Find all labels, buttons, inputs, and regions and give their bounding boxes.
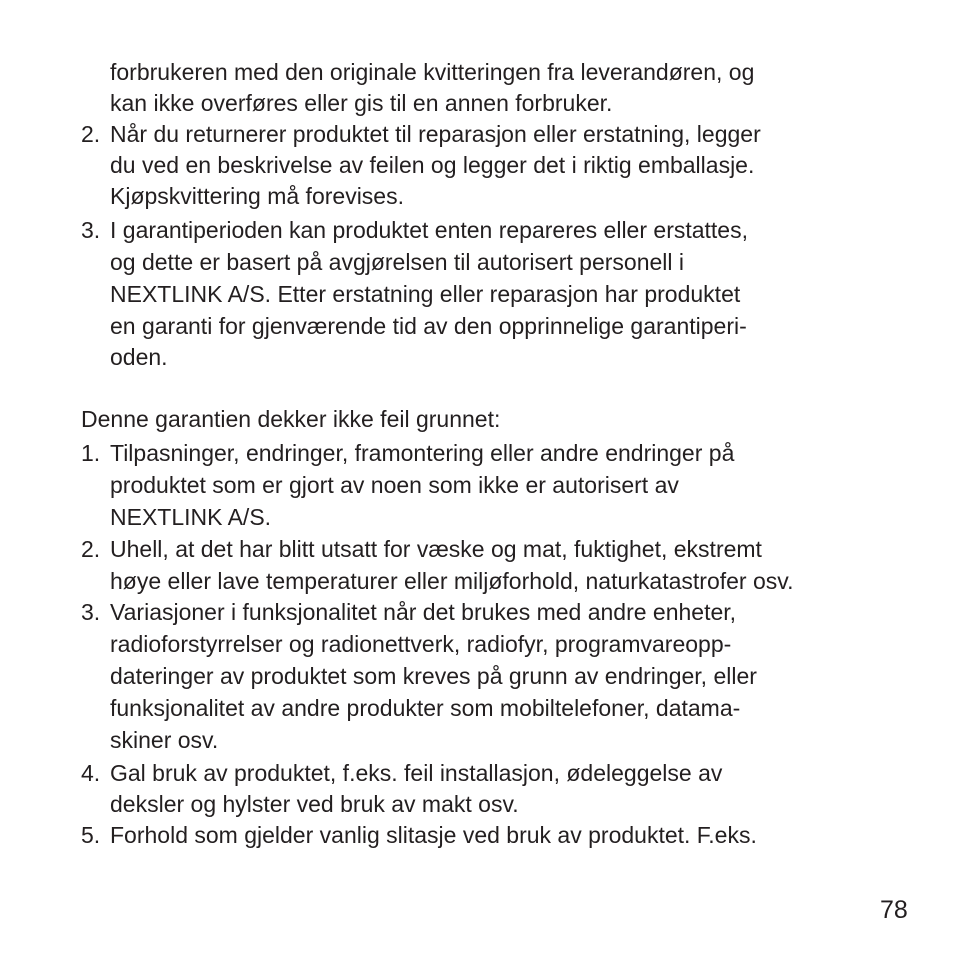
text-line: du ved en beskrivelse av feilen og legger det i riktig emballasje. bbox=[110, 152, 755, 178]
text-line: forbrukeren med den originale kvitteringen fra leverandøren, og bbox=[110, 59, 755, 85]
text-line: høye eller lave temperaturer eller miljøforhold, naturkatastrofer osv. bbox=[110, 568, 794, 594]
text-line: radioforstyrrelser og radionettverk, radiofyr, programvareopp- bbox=[110, 631, 732, 657]
list-item-number: 2. bbox=[81, 121, 101, 147]
text-line: skiner osv. bbox=[110, 727, 219, 753]
text-line: NEXTLINK A/S. Etter erstatning eller reparasjon har produktet bbox=[110, 281, 741, 307]
text-line: og dette er basert på avgjørelsen til autorisert personell i bbox=[110, 249, 685, 275]
text-line: Kjøpskvittering må forevises. bbox=[110, 183, 404, 209]
text-line: NEXTLINK A/S. bbox=[110, 504, 272, 530]
exclusions-heading: Denne garantien dekker ikke feil grunnet: bbox=[81, 406, 501, 432]
text-line: Gal bruk av produktet, f.eks. feil installasjon, ødeleggelse av bbox=[110, 760, 723, 786]
text-line: en garanti for gjenværende tid av den opprinnelige garantiperi- bbox=[110, 313, 747, 339]
text-line: Tilpasninger, endringer, framontering eller andre endringer på bbox=[110, 440, 735, 466]
text-line: oden. bbox=[110, 344, 168, 370]
text-line: funksjonalitet av andre produkter som mobiltelefoner, datama- bbox=[110, 695, 741, 721]
list-item-number: 2. bbox=[81, 536, 101, 562]
text-line: Uhell, at det har blitt utsatt for væske og mat, fuktighet, ekstremt bbox=[110, 536, 762, 562]
list-item-number: 4. bbox=[81, 760, 101, 786]
page-number: 78 bbox=[880, 896, 908, 924]
list-item-number: 1. bbox=[81, 440, 101, 466]
text-line: I garantiperioden kan produktet enten repareres eller erstattes, bbox=[110, 217, 748, 243]
list-item-number: 3. bbox=[81, 599, 101, 625]
text-line: Forhold som gjelder vanlig slitasje ved bruk av produktet. F.eks. bbox=[110, 822, 757, 848]
text-line: Variasjoner i funksjonalitet når det brukes med andre enheter, bbox=[110, 599, 737, 625]
text-line: deksler og hylster ved bruk av makt osv. bbox=[110, 791, 519, 817]
text-line: produktet som er gjort av noen som ikke er autorisert av bbox=[110, 472, 679, 498]
text-line: Når du returnerer produktet til reparasjon eller erstatning, legger bbox=[110, 121, 761, 147]
text-line: dateringer av produktet som kreves på grunn av endringer, eller bbox=[110, 663, 757, 689]
text-line: kan ikke overføres eller gis til en annen forbruker. bbox=[110, 90, 613, 116]
list-item-number: 5. bbox=[81, 822, 101, 848]
list-item-number: 3. bbox=[81, 217, 101, 243]
